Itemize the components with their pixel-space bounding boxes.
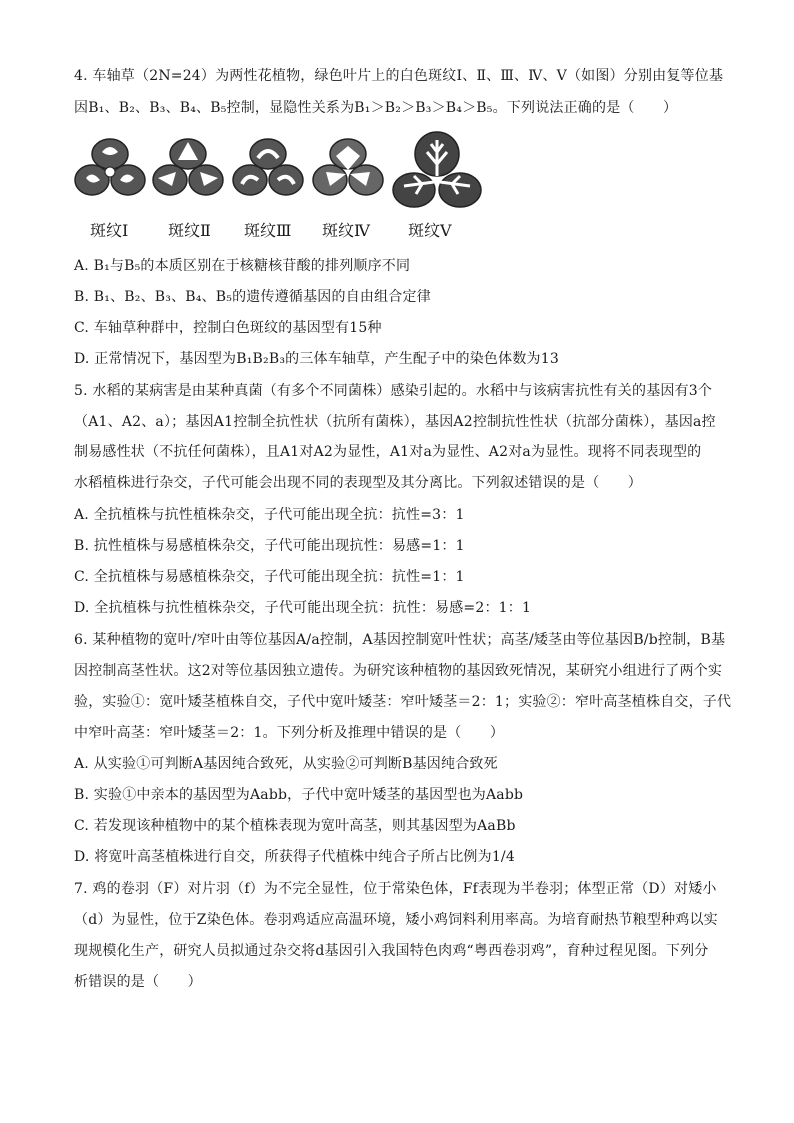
leaf-pattern-2-caption: 斑纹Ⅱ [168,221,211,240]
leaf-pattern-4-caption: 斑纹Ⅳ [322,221,370,240]
leaf-pattern-3-caption: 斑纹Ⅲ [244,221,292,240]
q6-option-d: D. 将宽叶高茎植株进行自交，所获得子代植株中纯合子所占比例为1/4 [74,849,515,865]
q6-option-b: B. 实验①中亲本的基因型为Aabb，子代中宽叶矮茎的基因型也为Aabb [74,787,524,803]
leaf-pattern-1-image [74,128,146,208]
leaf-pattern-1-caption: 斑纹Ⅰ [90,221,129,240]
q5-option-b: B. 抗性植株与易感植株杂交，子代可能出现抗性：易感=1：1 [74,538,465,554]
leaf-pattern-5-image [392,128,482,218]
q5-stem-line-1: 5. 水稻的某病害是由某种真菌（有多个不同菌株）感染引起的。水稻中与该病害抗性有关的基因有3个 [74,383,713,399]
q4-option-a: A. B₁与B₅的本质区别在于核糖核苷酸的排列顺序不同 [74,258,411,274]
q5-option-c: C. 全抗植株与易感植株杂交，子代可能出现全抗：抗性=1：1 [74,569,465,585]
q6-stem-line-3: 验，实验①：宽叶矮茎植株自交，子代中宽叶矮茎：窄叶矮茎＝2：1；实验②：窄叶高茎植株自交，子代 [74,694,732,710]
leaf-pattern-figure [70,128,490,218]
q4-stem-line-2: 因B₁、B₂、B₃、B₄、B₅控制，显隐性关系为B₁＞B₂＞B₃＞B₄＞B₅。下列说法正确的是（ ） [74,100,678,116]
q7-stem-line-1: 7. 鸡的卷羽（F）对片羽（f）为不完全显性，位于常染色体，Ff表现为半卷羽；体型正常（D）对矮小 [74,881,717,897]
q5-stem-line-4: 水稻植株进行杂交，子代可能会出现不同的表现型及其分离比。下列叙述错误的是（ ） [74,475,642,491]
leaf-pattern-4-image [312,128,384,208]
q6-stem-line-2: 因控制高茎性状。这2对等位基因独立遗传。为研究该种植物的基因致死情况，某研究小组进行了两个实 [74,663,723,679]
q6-stem-line-4: 中窄叶高茎：窄叶矮茎＝2：1。下列分析及推理中错误的是（ ） [74,725,505,741]
q4-option-c: C. 车轴草种群中，控制白色斑纹的基因型有15种 [74,320,382,336]
q7-stem-line-4: 析错误的是（ ） [74,974,202,990]
q6-option-a: A. 从实验①可判断A基因纯合致死，从实验②可判断B基因纯合致死 [74,756,498,772]
leaf-pattern-2-image [152,128,224,208]
leaf-pattern-5-caption: 斑纹Ⅴ [408,221,452,240]
q5-option-d: D. 全抗植株与抗性植株杂交，子代可能出现全抗：抗性：易感=2：1：1 [74,600,532,616]
q6-stem-line-1: 6. 某种植物的宽叶/窄叶由等位基因A/a控制，A基因控制宽叶性状；高茎/矮茎由等位基因B/b控制，B基 [74,632,726,648]
leaf-pattern-3-image [232,128,304,208]
q4-option-d: D. 正常情况下，基因型为B₁B₂B₃的三体车轴草，产生配子中的染色体数为13 [74,351,559,367]
q5-stem-line-3: 制易感性状（不抗任何菌株），且A1对A2为显性，A1对a为显性、A2对a为显性。现将不同表现型的 [74,444,702,460]
q5-stem-line-2: （A1、A2、a）；基因A1控制全抗性状（抗所有菌株），基因A2控制抗性性状（抗部分菌株），基因a控 [74,414,716,430]
q6-option-c: C. 若发现该种植物中的某个植株表现为宽叶高茎，则其基因型为AaBb [74,818,516,834]
q7-stem-line-3: 现规模化生产，研究人员拟通过杂交将d基因引入我国特色肉鸡“粤西卷羽鸡”，育种过程见图。下列分 [74,943,709,959]
q4-stem-line-1: 4. 车轴草（2N=24）为两性花植物，绿色叶片上的白色斑纹Ⅰ、Ⅱ、Ⅲ、Ⅳ、Ⅴ（如图）分别由复等位基 [74,68,724,84]
q5-option-a: A. 全抗植株与抗性植株杂交，子代可能出现全抗：抗性=3：1 [74,507,465,523]
q7-stem-line-2: （d）为显性，位于Z染色体。卷羽鸡适应高温环境，矮小鸡饲料利用率高。为培育耐热节粮型种鸡以实 [74,912,718,928]
q4-option-b: B. B₁、B₂、B₃、B₄、B₅的遗传遵循基因的自由组合定律 [74,289,431,305]
